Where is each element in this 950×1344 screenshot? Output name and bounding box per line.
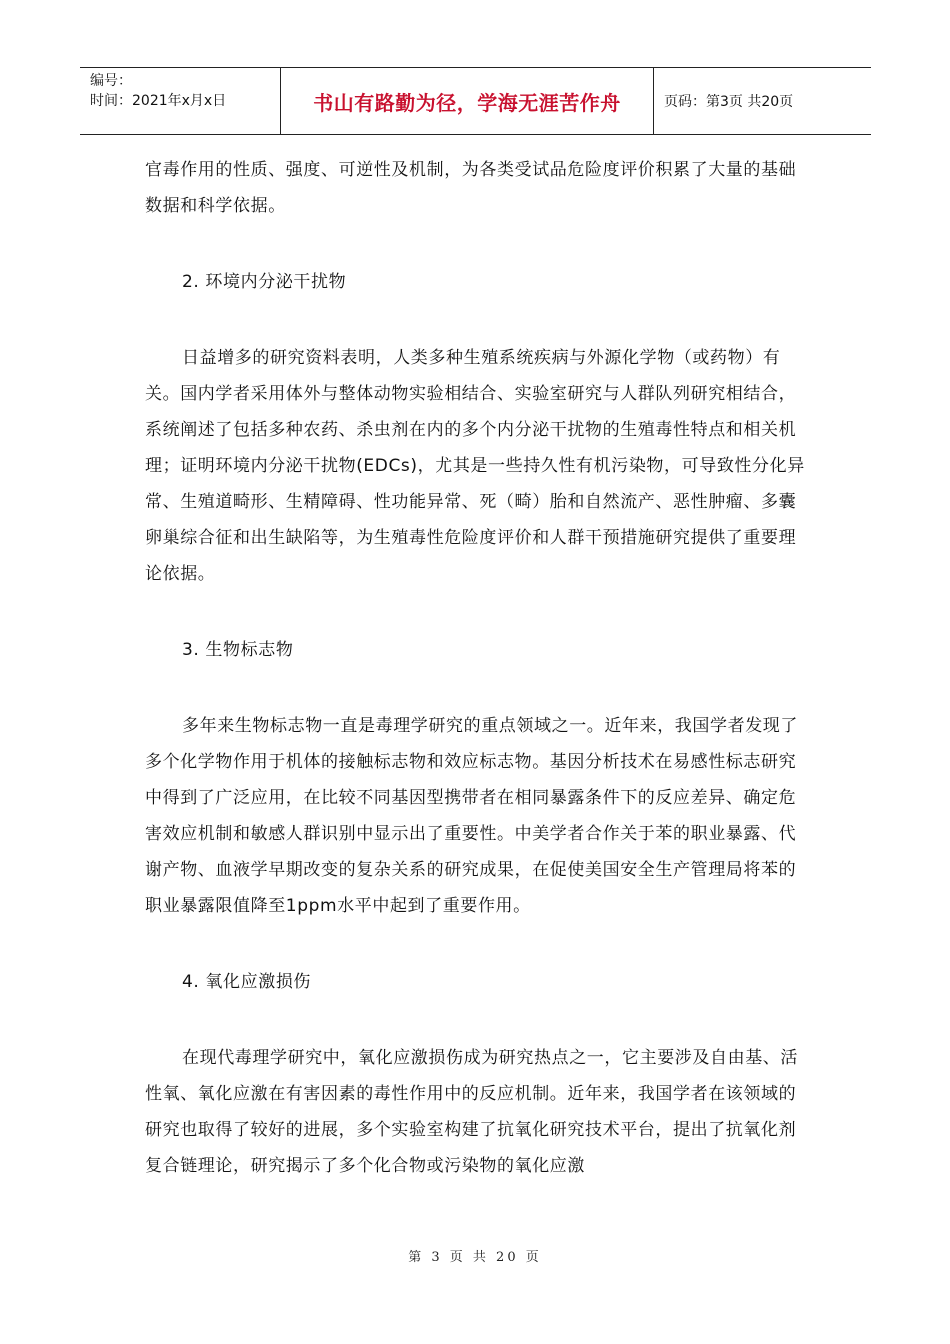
paragraph: 多年来生物标志物一直是毒理学研究的重点领域之一。近年来，我国学者发现了多个化学物作用于机体的接触标志物和效应标志物。基因分析技术在易感性标志研究中得到了广泛应用，在比较不同基因型携带者在相同暴露条件下的反应差异、确定危害效应机制和敏感人群识别中显示出了重要性。中美学者合作关于苯的职业暴露、代谢产物、血液学早期改变的复杂关系的研究成果，在促使美国安全生产管理局将苯的职业暴露限值降至1ppm水平中起到了重要作用。 xyxy=(145,716,798,916)
document-time-label: 时间：2021年x月x日 xyxy=(90,93,227,109)
header-page-indicator: 页码：第3页 共20页 xyxy=(664,94,794,110)
section-heading: 2. 环境内分泌干扰物 xyxy=(182,272,347,292)
page-footer xyxy=(0,1246,950,1265)
section-heading: 4. 氧化应激损伤 xyxy=(182,972,312,992)
header-page-cell xyxy=(654,68,871,134)
document-number-label: 编号： xyxy=(90,73,132,89)
header-motto: 书山有路勤为径，学海无涯苦作舟 xyxy=(313,90,621,115)
paragraph: 官毒作用的性质、强度、可逆性及机制，为各类受试品危险度评价积累了大量的基础数据和科学依据。 xyxy=(145,160,797,216)
paragraph: 在现代毒理学研究中，氧化应激损伤成为研究热点之一，它主要涉及自由基、活性氧、氧化应激在有害因素的毒性作用中的反应机制。近年来，我国学者在该领域的研究也取得了较好的进展，多个实验室构建了抗氧化研究技术平台，提出了抗氧化剂复合链理论，研究揭示了多个化合物或污染物的氧化应激 xyxy=(145,1048,798,1176)
document-body xyxy=(145,152,805,1184)
section-heading: 3. 生物标志物 xyxy=(182,640,294,660)
header-meta xyxy=(80,68,281,134)
footer-page-number: 第 3 页 共 20 页 xyxy=(408,1250,542,1265)
paragraph: 日益增多的研究资料表明，人类多种生殖系统疾病与外源化学物（或药物）有关。国内学者采用体外与整体动物实验相结合、实验室研究与人群队列研究相结合，系统阐述了包括多种农药、杀虫剂在内的多个内分泌干扰物的生殖毒性特点和相关机理；证明环境内分泌干扰物(EDCs)，尤其是一些持久性有机污染物，可导致性分化异常、生殖道畸形、生精障碍、性功能异常、死（畸）胎和自然流产、恶性肿瘤、多囊卵巢综合征和出生缺陷等，为生殖毒性危险度评价和人群干预措施研究提供了重要理论依据。 xyxy=(145,348,805,584)
page-header xyxy=(80,67,871,135)
header-motto-cell xyxy=(281,68,654,134)
